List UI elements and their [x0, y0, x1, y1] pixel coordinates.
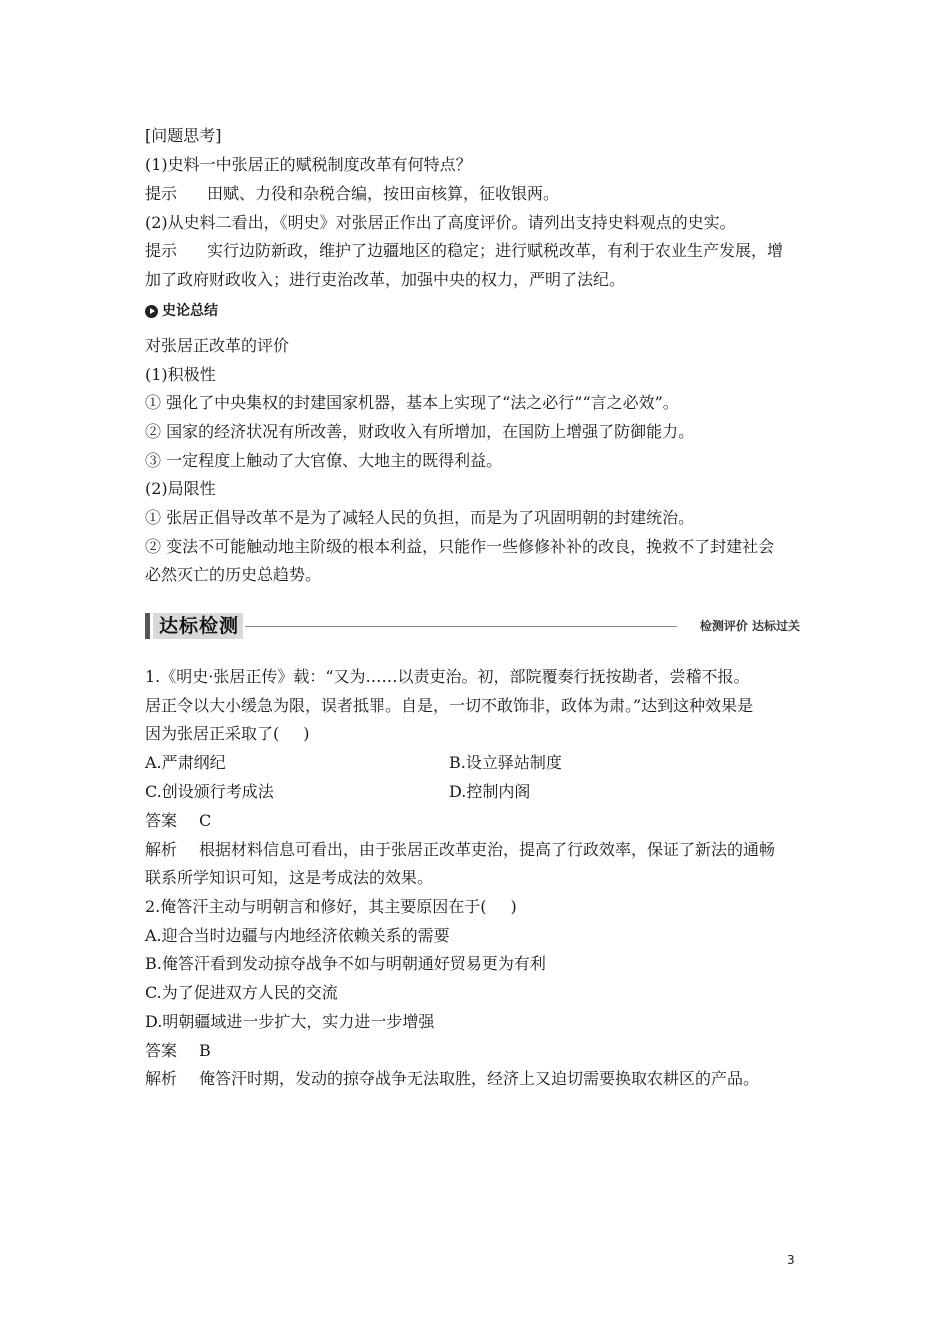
hint-label: 提示 — [145, 184, 178, 203]
hint-label: 提示 — [145, 241, 178, 260]
limit-item: ② 变法不可能触动地主阶级的根本利益，只能作一些修修补补的改良，挽救不了封建社会 — [145, 537, 775, 556]
summary-heading — [145, 302, 218, 320]
q2-stem — [145, 897, 517, 917]
thinking-header: [问题思考] — [145, 126, 222, 145]
answer-label: 答案 — [145, 811, 178, 830]
positive-item: ① 强化了中央集权的封建国家机器，基本上实现了“法之必行”“言之必效”。 — [145, 393, 679, 412]
q1-option-c: C.创设颁行考成法 — [145, 782, 274, 801]
q1-stem-close: ) — [303, 724, 310, 743]
page-number: 3 — [787, 1253, 795, 1267]
hint-text: 实行边防新政，维护了边疆地区的稳定；进行赋税改革，有利于农业生产发展，增 — [207, 241, 784, 260]
q1-stem: 1.《明史·张居正传》载：“又为……以责吏治。初，部院覆奏行抚按勘者，尝稽不报。 — [145, 667, 750, 686]
q2-option-d: D.明朝疆域进一步扩大，实力进一步增强 — [145, 1012, 435, 1031]
play-circle-icon — [145, 305, 158, 318]
limit-item: ① 张居正倡导改革不是为了减轻人民的负担，而是为了巩固明朝的封建统治。 — [145, 508, 695, 527]
q1-option-a: A.严肃纲纪 — [145, 753, 226, 772]
q2-option-c: C.为了促进双方人民的交流 — [145, 983, 338, 1002]
banner-subtitle: 检测评价 达标过关 — [699, 619, 800, 633]
q2-option-b: B.俺答汗看到发动掠夺战争不如与明朝通好贸易更为有利 — [145, 954, 546, 973]
q2-answer — [145, 1041, 211, 1061]
thinking-question-2: (2)从史料二看出，《明史》对张居正作出了高度评价。请列出支持史料观点的史实。 — [145, 213, 736, 232]
q2-analysis — [145, 1069, 759, 1089]
answer-value: B — [199, 1041, 211, 1060]
banner-title: 达标检测 — [159, 615, 240, 637]
summary-heading-text: 史论总结 — [162, 303, 218, 319]
banner-divider — [245, 626, 677, 627]
banner-accent-bar — [145, 613, 150, 639]
thinking-answer-1 — [145, 184, 559, 204]
thinking-answer-2-cont: 加了政府财政收入；进行吏治改革，加强中央的权力，严明了法纪。 — [145, 270, 626, 289]
thinking-question-1: (1)史料一中张居正的赋税制度改革有何特点？ — [145, 155, 472, 174]
section-banner — [145, 612, 805, 640]
q1-option-b: B.设立驿站制度 — [449, 753, 562, 772]
positive-item: ② 国家的经济状况有所改善，财政收入有所增加，在国防上增强了防御能力。 — [145, 422, 695, 441]
q1-analysis-cont: 联系所学知识可知，这是考成法的效果。 — [145, 868, 434, 887]
answer-label: 答案 — [145, 1041, 178, 1060]
q2-option-a: A.迎合当时边疆与内地经济依赖关系的需要 — [145, 926, 450, 945]
thinking-answer-2 — [145, 241, 783, 261]
positive-item: ③ 一定程度上触动了大官僚、大地主的既得利益。 — [145, 451, 503, 470]
q1-stem-cont: 居正令以大小缓急为限，误者抵罪。自是，一切不敢饰非，政体为肃。”达到这种效果是 — [145, 696, 754, 715]
analysis-text: 根据材料信息可看出，由于张居正改革吏治，提高了行政效率，保证了新法的通畅 — [199, 840, 776, 859]
limit-title: (2)局限性 — [145, 479, 216, 498]
limit-item: 必然灭亡的历史总趋势。 — [145, 565, 322, 584]
q2-stem-text: 2.俺答汗主动与明朝言和修好，其主要原因在于( — [145, 897, 487, 916]
q1-stem-text: 因为张居正采取了( — [145, 724, 280, 743]
q2-stem-close: ) — [510, 897, 517, 916]
q1-analysis — [145, 840, 775, 860]
q1-stem-end — [145, 724, 310, 744]
analysis-label: 解析 — [145, 840, 178, 859]
analysis-label: 解析 — [145, 1069, 178, 1088]
hint-text: 田赋、力役和杂税合编，按田亩核算，征收银两。 — [207, 184, 560, 203]
q1-answer — [145, 811, 211, 831]
positive-title: (1)积极性 — [145, 365, 216, 384]
summary-intro: 对张居正改革的评价 — [145, 336, 290, 355]
analysis-text: 俺答汗时期，发动的掠夺战争无法取胜，经济上又迫切需要换取农耕区的产品。 — [199, 1069, 760, 1088]
answer-value: C — [199, 811, 212, 830]
q1-option-d: D.控制内阁 — [449, 782, 531, 801]
